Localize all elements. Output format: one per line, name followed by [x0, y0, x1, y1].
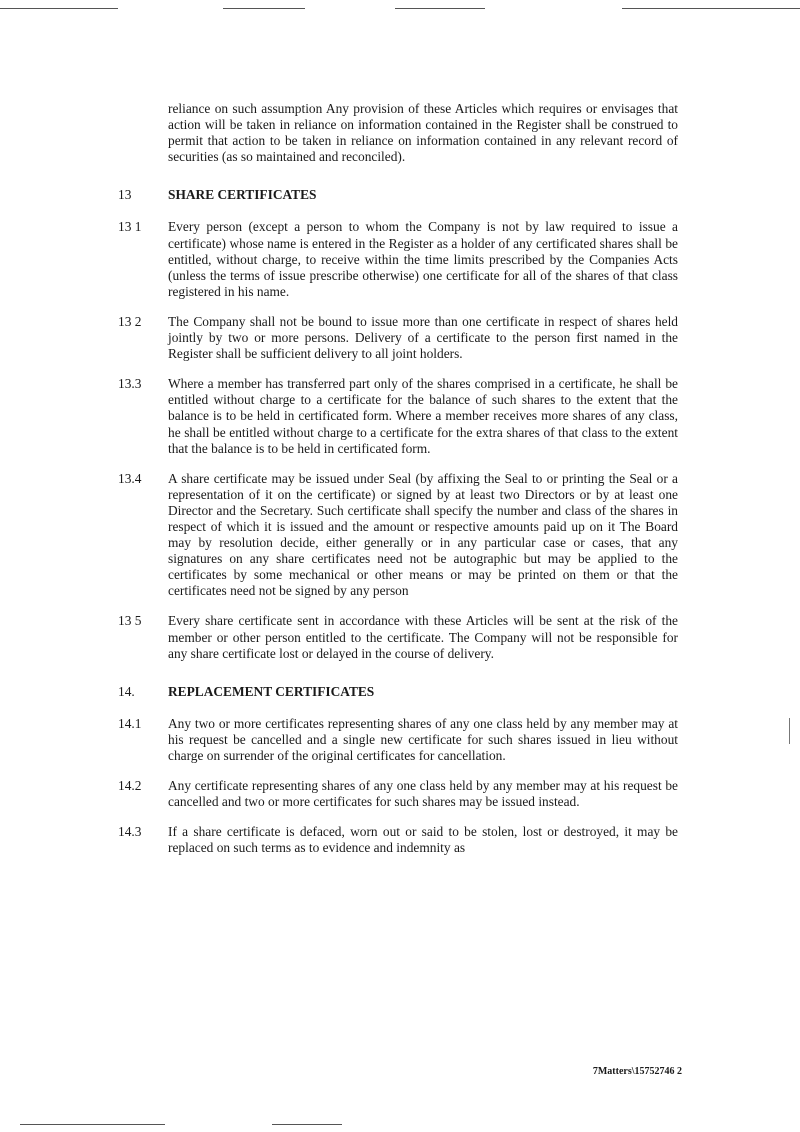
clause-13-5 — [118, 613, 678, 661]
scan-line-bottom-2 — [272, 1124, 342, 1125]
clause-13-2 — [118, 314, 678, 362]
clause-text: Any certificate representing shares of any one class held by any member may at his request be cancelled and two or more certificates for such shares may be issued instead. — [168, 778, 678, 810]
clause-number: 13 5 — [118, 613, 142, 629]
clause-text: Every person (except a person to whom the Company is not by law required to issue a certificate) whose name is entered in the Register as a holder of any certificated shares shall be entitled, without charge, to receive within the time limits prescribed by the Companies Acts (unless the terms of issue prescribe otherwise) one certificate for all of the shares of that class registered in his name. — [168, 219, 678, 299]
clause-number: 13 1 — [118, 219, 142, 235]
clause-text: Where a member has transferred part only of the shares comprised in a certificate, he shall be entitled without charge to a certificate for the balance of such shares to the extent that the balance is to be held in certificated form. Where a member receives more shares of any class, he shall be entitled without charge to a certificate for the extra shares of that class to the extent that the balance is to be held in certificated form. — [168, 376, 678, 456]
clause-13-3 — [118, 376, 678, 456]
clause-number: 13.3 — [118, 376, 142, 392]
clause-14-2 — [118, 778, 678, 810]
clause-13-4 — [118, 471, 678, 600]
clause-number: 14.1 — [118, 715, 142, 731]
scan-line-top-3 — [395, 8, 485, 9]
clause-text: A share certificate may be issued under Seal (by affixing the Seal to or printing the Seal or a representation of it on the certificate) or signed by at least two Directors or by at least one Director and the Secretary. Such certificate shall specify the number and class of the shares in respect of which it is issued and the amount or respective amounts paid up on it The Board may by resolution decide, either generally or in any particular case or cases, that any signatures on any share certificates need not be autographic but may be applied to the certificates by some mechanical or other means or may be printed on them or that the certificates need not be signed by any person — [168, 470, 678, 599]
clause-number: 14.2 — [118, 778, 142, 794]
scan-line-top-2 — [223, 8, 305, 9]
document-reference: 7Matters\15752746 2 — [592, 1066, 682, 1077]
margin-mark — [789, 718, 790, 744]
lead-paragraph: reliance on such assumption Any provision of these Articles which requires or envisages that action will be taken in reliance on information contained in the Register shall be construed to permit that action to be taken in reliance on information contained in any relevant record of securities (as so maintained and reconciled). — [168, 101, 678, 165]
section-title: REPLACEMENT CERTIFICATES — [168, 683, 375, 699]
section-number: 13 — [118, 187, 132, 203]
document-page — [118, 101, 678, 856]
scan-line-top-1 — [0, 8, 118, 9]
section-number: 14. — [118, 683, 135, 699]
section-heading-13 — [118, 187, 678, 203]
scan-line-bottom-1 — [20, 1124, 165, 1125]
clause-13-1 — [118, 219, 678, 299]
clause-number: 14.3 — [118, 824, 142, 840]
clause-text: Every share certificate sent in accordance with these Articles will be sent at the risk of the member or other person entitled to the certificate. The Company will not be responsible for any share certificate lost or delayed in the course of delivery. — [168, 613, 678, 661]
clause-text: Any two or more certificates representing shares of any one class held by any member may at his request be cancelled and a single new certificate for such shares issued in lieu without charge on surrender of the original certificates for cancellation. — [168, 715, 678, 763]
scan-line-top-4 — [622, 8, 800, 9]
clause-text: If a share certificate is defaced, worn out or said to be stolen, lost or destroyed, it may be replaced on such terms as to evidence and indemnity as — [168, 824, 678, 856]
clause-text: The Company shall not be bound to issue more than one certificate in respect of shares held jointly by two or more persons. Delivery of a certificate to the person first named in the Register shall be sufficient delivery to all joint holders. — [168, 313, 678, 362]
section-heading-14 — [118, 684, 678, 700]
section-title: SHARE CERTIFICATES — [168, 187, 317, 203]
clause-number: 13.4 — [118, 470, 142, 486]
clause-14-1 — [118, 716, 678, 764]
clause-14-3 — [118, 824, 678, 856]
clause-number: 13 2 — [118, 313, 142, 329]
